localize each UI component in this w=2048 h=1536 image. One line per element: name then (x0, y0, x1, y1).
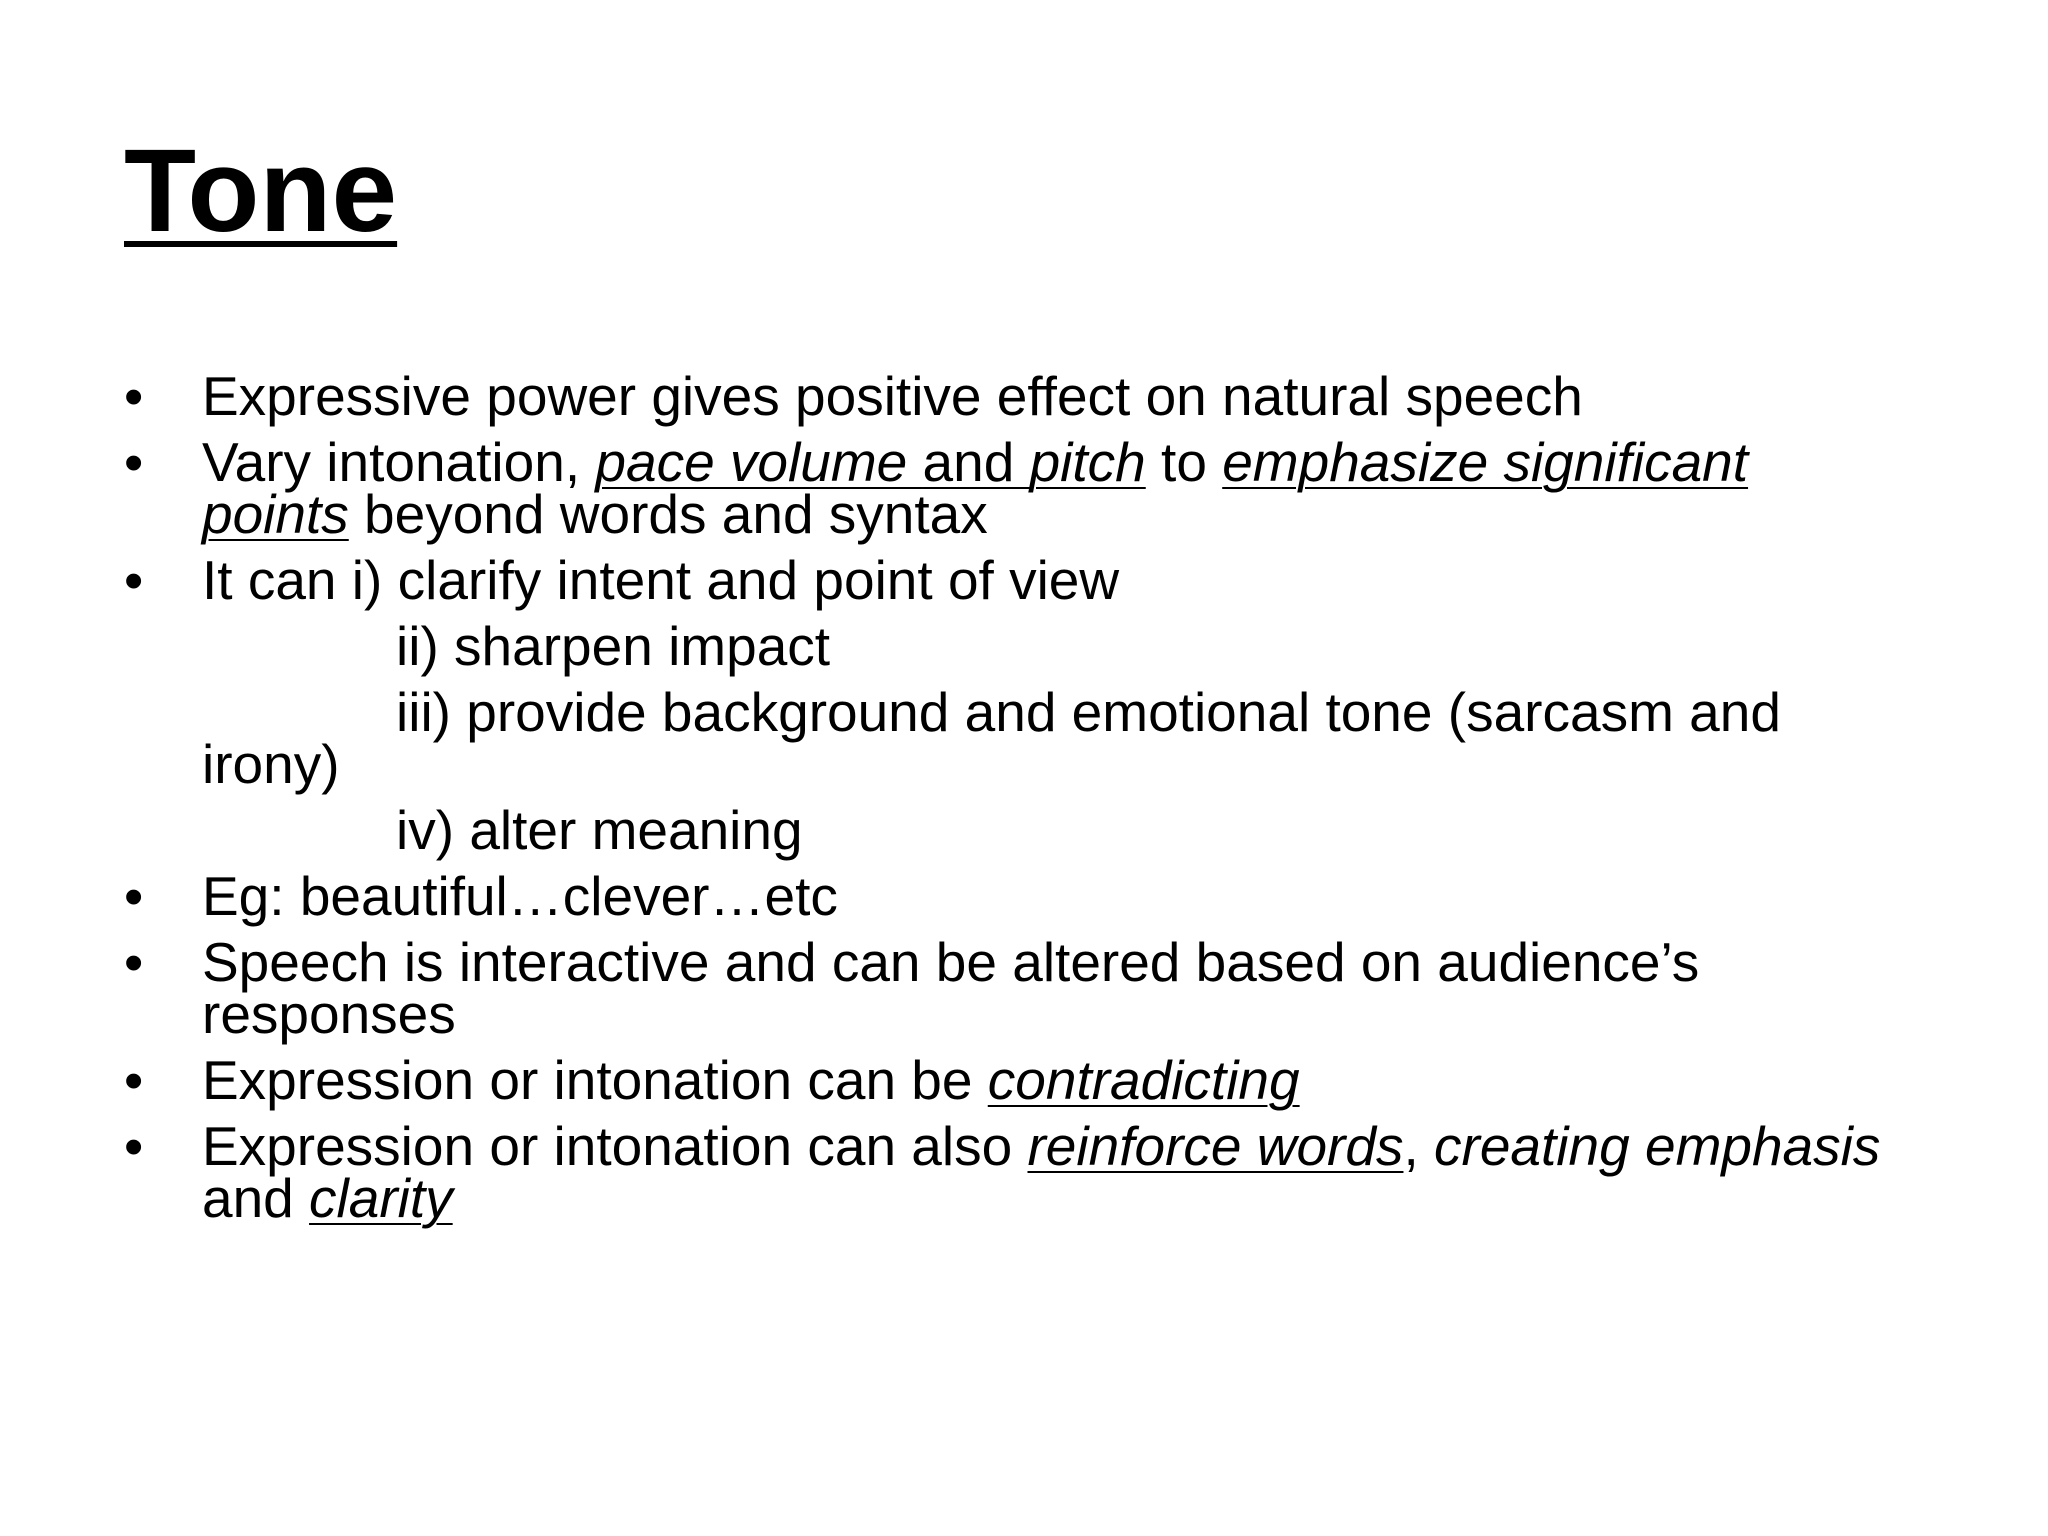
emphasis-text: pitch (1029, 431, 1146, 493)
emphasis-text: pace volume (595, 431, 923, 493)
bullet-item-vary-intonation (124, 431, 1904, 545)
bullet-text: Vary intonation, (202, 431, 596, 493)
bullet-item-interactive-speech (124, 931, 1904, 1045)
bullet-icon: • (124, 865, 144, 927)
bullet-text: and (202, 1167, 310, 1229)
underlined-text: and (922, 431, 1030, 493)
emphasis-text: clarity (309, 1167, 453, 1229)
bullet-item-it-can (124, 549, 1904, 611)
bullet-text: Expression or intonation can be (202, 1049, 988, 1111)
sub-item-alter-meaning: iv) alter meaning (396, 799, 803, 861)
emphasis-text: reinforce words (1027, 1115, 1404, 1177)
bullet-text: to (1145, 431, 1223, 493)
bullet-text: beyond words and syntax (348, 483, 988, 545)
bullet-icon: • (124, 549, 144, 611)
bullet-text: Expression or intonation can also (202, 1115, 1028, 1177)
emphasis-text: emphasize significant points (202, 431, 1749, 545)
bullet-item-contradicting (124, 1049, 1904, 1111)
bullet-item-example (124, 865, 1904, 927)
bullet-text: , (1403, 1115, 1435, 1177)
sub-item-provide-background: iii) provide background and emotional tone (sarcasm and irony) (202, 681, 1781, 795)
bullet-list (124, 365, 1904, 1238)
bullet-item-expressive-power (124, 365, 1904, 427)
bullet-text: It can i) clarify intent and point of view (202, 549, 1120, 611)
bullet-icon: • (124, 1115, 144, 1177)
slide-title: Tone (124, 125, 398, 257)
bullet-icon: • (124, 931, 144, 993)
bullet-icon: • (124, 365, 144, 427)
bullet-text: Expressive power gives positive effect on natural speech (202, 365, 1583, 427)
bullet-text: Eg: beautiful…clever…etc (202, 865, 838, 927)
italic-text: creating emphasis (1434, 1115, 1881, 1177)
emphasis-text: contradicting (987, 1049, 1300, 1111)
bullet-text: Speech is interactive and can be altered based on audience’s responses (202, 931, 1700, 1045)
bullet-icon: • (124, 431, 144, 493)
bullet-item-reinforce-words (124, 1115, 1904, 1229)
bullet-icon: • (124, 1049, 144, 1111)
sub-item-sharpen-impact: ii) sharpen impact (396, 615, 831, 677)
